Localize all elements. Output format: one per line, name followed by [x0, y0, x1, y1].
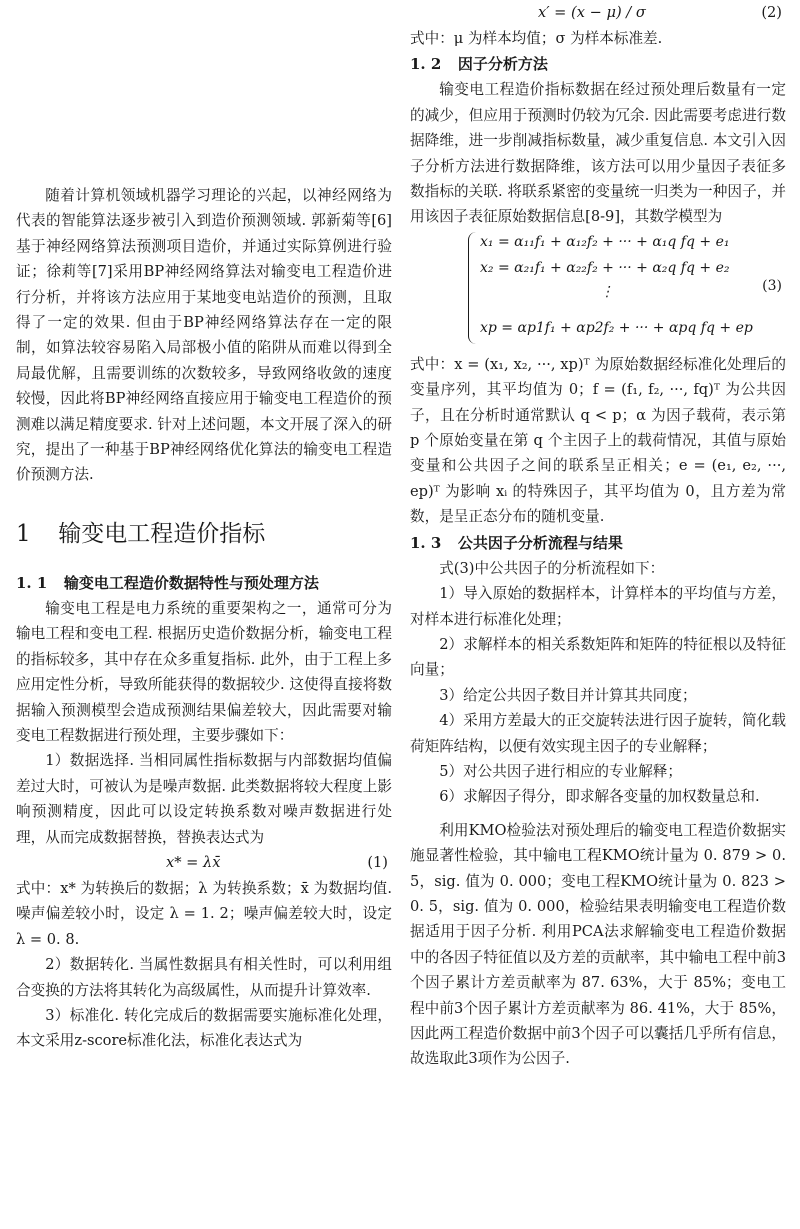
subsection-number: 1. 3 — [410, 533, 442, 552]
step-item: 4）采用方差最大的正交旋转法进行因子旋转，简化载荷矩阵结构，以便有效实现主因子的专业解释； — [410, 712, 786, 755]
paragraph: 2）数据转化. 当属性数据具有相关性时，可以利用组合变换的方法将其转化为高级属性，从而提升计算效率. — [16, 956, 392, 999]
subsection-heading-1-2 — [410, 51, 786, 77]
step-item: 1）导入原始的数据样本，计算样本的平均值与方差，对样本进行标准化处理； — [410, 585, 786, 628]
subsection-heading-1-3 — [410, 530, 786, 556]
brace — [468, 232, 477, 344]
equation-number: (3) — [762, 277, 782, 294]
equation-line: x₂ = α₂₁f₁ + α₂₂f₂ + ··· + α₂q fq + e₂ — [480, 259, 730, 276]
step-item: 2）求解样本的相关系数矩阵和矩阵的特征根以及特征向量； — [410, 635, 786, 679]
equation-line: ⋮ — [600, 283, 614, 300]
section-title: 输变电工程造价指标 — [58, 520, 266, 547]
paragraph: 3）标准化. 转化完成后的数据需要实施标准化处理，本文采用z-score标准化法，标准化表达式为 — [16, 1006, 392, 1050]
step-item: 6）求解因子得分，即求解各变量的加权数量总和. — [439, 788, 760, 806]
equation-number: (1) — [367, 853, 388, 871]
paragraph: 利用KMO检验法对预处理后的输变电工程造价数据实施显著性检验，其中输电工程KMO统计量为 0. 879 > 0. 5，sig. 值为 0. 000；变电工程KMO统计量为 0. 823 > 0. 5，sig. 值为 0. 000，检验结果表明输变电工程造价数据适用于因子分析. 利用PCA法求解输变电工程造价数据中的各因子特征值以及方差的贡献率，其中输电工程中前3个因子累计方差贡献率为 87. 63%，大于 85%；变电工程中前3个因子累计方差贡献率为 86. 41%，大于 85%，因此两工程造价数据中前3个因子可以囊括几乎所有信息，故选取此3项作为公因子. — [410, 821, 786, 1068]
subsection-title: 输变电工程造价数据特性与预处理方法 — [63, 573, 319, 592]
equation-expression: x′ = (x − μ) / σ — [538, 4, 646, 21]
paragraph: 输变电工程是电力系统的重要架构之一，通常可分为输电工程和变电工程. 根据历史造价数据分析，输变电工程的指标较多，其中存在众多重复指标. 此外，由于工程上多应用定性分析，导致所能获得的数据较少. 这使得直接将数据输入预测模型会造成预测结果偏差较大，因此需要对输变电工程数据进行预处理，主要步骤如下： — [16, 599, 392, 744]
equation-2 — [410, 0, 786, 26]
paragraph: 式中：x = (x₁, x₂, ···, xp)ᵀ 为原始数据经标准化处理后的变量序列，其平均值为 0；f = (f₁, f₂, ···, fq)ᵀ 为公共因子，且在分析时通常默认 q < p；α 为因子载荷，表示第 p 个原始变量在第 q 个主因子上的载荷情况，其值与原始变量和公共因子之间的联系呈正相关；e = (e₁, e₂, ···, ep)ᵀ 为影响 xᵢ 的特殊因子，其平均值为 0，且方差为常数，是呈正态分布的随机变量. — [410, 355, 786, 526]
paragraph: 式中：x* 为转换后的数据；λ 为转换系数；x̄ 为数据均值. 噪声偏差较小时，设定 λ = 1. 2；噪声偏差较大时，设定 λ = 0. 8. — [16, 879, 392, 948]
left-column — [16, 0, 392, 1054]
equation-3 — [410, 230, 786, 352]
step-item: 3）给定公共因子数目并计算其共同度； — [439, 686, 697, 704]
equation-line: x₁ = α₁₁f₁ + α₁₂f₂ + ··· + α₁q fq + e₁ — [480, 233, 730, 250]
equation-number: (2) — [761, 4, 782, 21]
right-column — [410, 0, 786, 1072]
intro-paragraph: 随着计算机领域机器学习理论的兴起，以神经网络为代表的智能算法逐步被引入到造价预测领域. 郭新菊等[6]基于神经网络算法预测项目造价，并通过实际算例进行验证；徐莉等[7]采用BP神经网络算法对输变电工程造价进行分析，并将该方法应用于某地变电站造价的预测，且取得了一定的效果. 但由于BP神经网络算法存在一定的限制，如算法较容易陷入局部极小值的陷阱从而难以得到全局最优解，且需要训练的次数较多，导致网络收敛的速度较慢，因此将BP神经网络直接应用于输变电工程造价的预测难以满足精度要求. 针对上述问题，本文开展了深入的研究，提出了一种基于BP神经网络优化算法的输变电工程造价预测方法. — [16, 187, 392, 484]
step-item: 5）对公共因子进行相应的专业解释； — [439, 762, 682, 780]
subsection-title: 公共因子分析流程与结果 — [457, 533, 623, 552]
subsection-number: 1. 1 — [16, 573, 48, 592]
section-heading — [16, 519, 392, 549]
subsection-number: 1. 2 — [410, 55, 442, 74]
equation-expression: x* = λx̄ — [166, 853, 221, 871]
section-number: 1 — [16, 520, 31, 547]
equation-line: xp = αp1f₁ + αp2f₂ + ··· + αpq fq + ep — [480, 319, 753, 336]
paragraph: 式中：μ 为样本均值；σ 为样本标准差. — [410, 30, 663, 47]
paragraph: 输变电工程造价指标数据在经过预处理后数量有一定的减少，但应用于预测时仍较为冗余. 因此需要考虑进行数据降维，进一步削减指标数量，减少重复信息. 本文引入因子分析方法进行数据降维，该方法可以用少量因子表征多数指标的关联. 将联系紧密的变量统一归类为一种因子，并用该因子表征原始数据信息[8-9]，其数学模型为 — [410, 81, 786, 226]
subsection-heading-1-1 — [16, 570, 392, 596]
paragraph: 式(3)中公共因子的分析流程如下： — [439, 559, 665, 577]
paragraph: 1）数据选择. 当相同属性指标数据与内部数据均值偏差过大时，可被认为是噪声数据. 此类数据将较大程度上影响预测精度，因此可以设定转换系数对噪声数据进行处理，从而完成数据替换，替换表达式为 — [16, 752, 392, 846]
subsection-title: 因子分析方法 — [457, 55, 548, 74]
equation-1 — [16, 850, 392, 876]
